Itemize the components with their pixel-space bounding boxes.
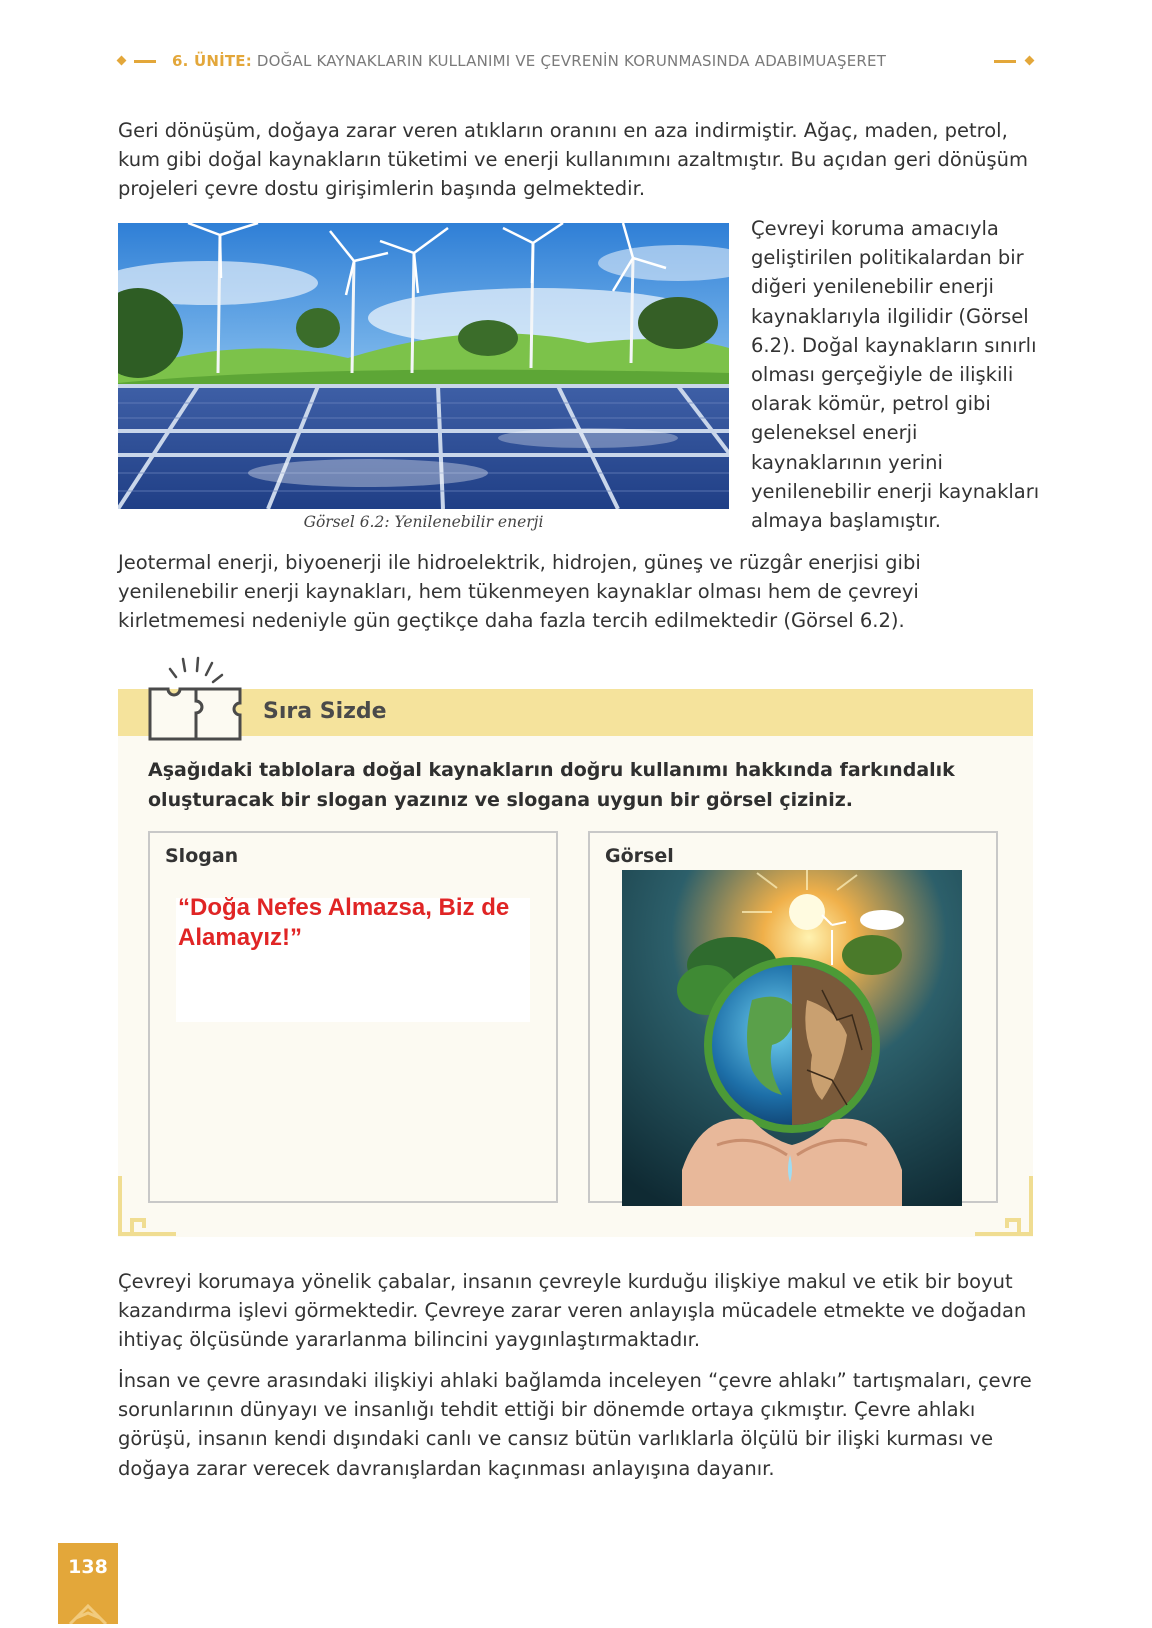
header-rule [994,60,1016,63]
corner-ornament-icon [118,1176,178,1236]
environmental-ethics-paragraph: İnsan ve çevre arasındaki ilişkiyi ahlaki bağlamda inceleyen “çevre ahlakı” tartışmaları, çevre sorunlarının dünyayı ve insanlığı tehdit ettiği bir dönemde ortaya çıkmıştır. Çevre ahlakı görüşü, insanın kendi dışındaki canlı ve cansız bütün varlıklarla ölçülü bir ilişki kurması ve doğaya zarar verecek davranışlardan kaçınması anlayışına dayanır. [118,1369,1032,1480]
page-number: 138 [68,1556,108,1578]
unit-title: DOĞAL KAYNAKLARIN KULLANIMI VE ÇEVRENİN KORUNMASINDA ADABIMUAŞERET [256,52,887,70]
slogan-answer-text: “Doğa Nefes Almazsa, Biz de Alamayız!” [178,894,510,951]
diamond-ornament-icon [1025,56,1035,66]
puzzle-icon [140,655,252,741]
image-panel-label: Görsel [605,845,674,867]
activity-header-band [118,689,1033,736]
renewable-policy-paragraph: Çevreyi koruma amacıyla geliştirilen politikalardan bir diğeri yenilenebilir enerji kaynaklarıyla ilgilidir (Görsel 6.2). Doğal kaynakların sınırlı olması gerçeğiyle de ilişkili olarak kömür, petrol gibi geleneksel enerji kaynaklarının yerini yenilenebilir enerji kaynakları almaya başlamıştır. [751,217,1040,533]
diamond-ornament-icon [117,56,127,66]
header-text [172,52,886,70]
corner-ornament-icon [973,1176,1033,1236]
earth-in-hands-illustration [622,870,962,1206]
activity-title: Sıra Sizde [263,699,387,724]
header-rule [134,60,156,63]
figure-caption: Görsel 6.2: Yenilenebilir enerji [303,513,544,531]
unit-label: 6. ÜNİTE: [172,52,252,70]
slogan-panel-label: Slogan [165,845,239,867]
renewable-energy-photo [118,223,729,509]
environment-efforts-paragraph: Çevreyi korumaya yönelik çabalar, insanın çevreyle kurduğu ilişkiye makul ve etik bir boyut kazandırma işlevi görmektedir. Çevreye zarar veren anlayışla mücadele etmekte ve doğadan ihtiyaç ölçüsünde yararlanma bilincini yaygınlaştırmaktadır. [118,1270,1027,1352]
intro-paragraph: Geri dönüşüm, doğaya zarar veren atıkların oranını en aza indirmiştir. Ağaç, maden, petrol, kum gibi doğal kaynakların tüketimi ve enerji kullanımını azaltmıştır. Bu açıdan geri dönüşüm projeleri çevre dostu girişimlerin başında gelmektedir. [118,119,1029,201]
activity-instruction: Aşağıdaki tablolara doğal kaynakların doğru kullanımı hakkında farkındalık oluşturacak bir slogan yazınız ve slogana uygun bir görsel çiziniz. [148,759,955,811]
chapter-header [118,50,1036,74]
renewable-sources-paragraph: Jeotermal enerji, biyoenerji ile hidroelektrik, hidrojen, güneş ve rüzgâr enerjisi gibi yenilenebilir enerji kaynakları, hem tükenmeyen kaynaklar olması hem de çevreyi kirletmemesi nedeniyle gün geçtikçe daha fazla tercih edilmektedir (Görsel 6.2). [118,551,921,633]
